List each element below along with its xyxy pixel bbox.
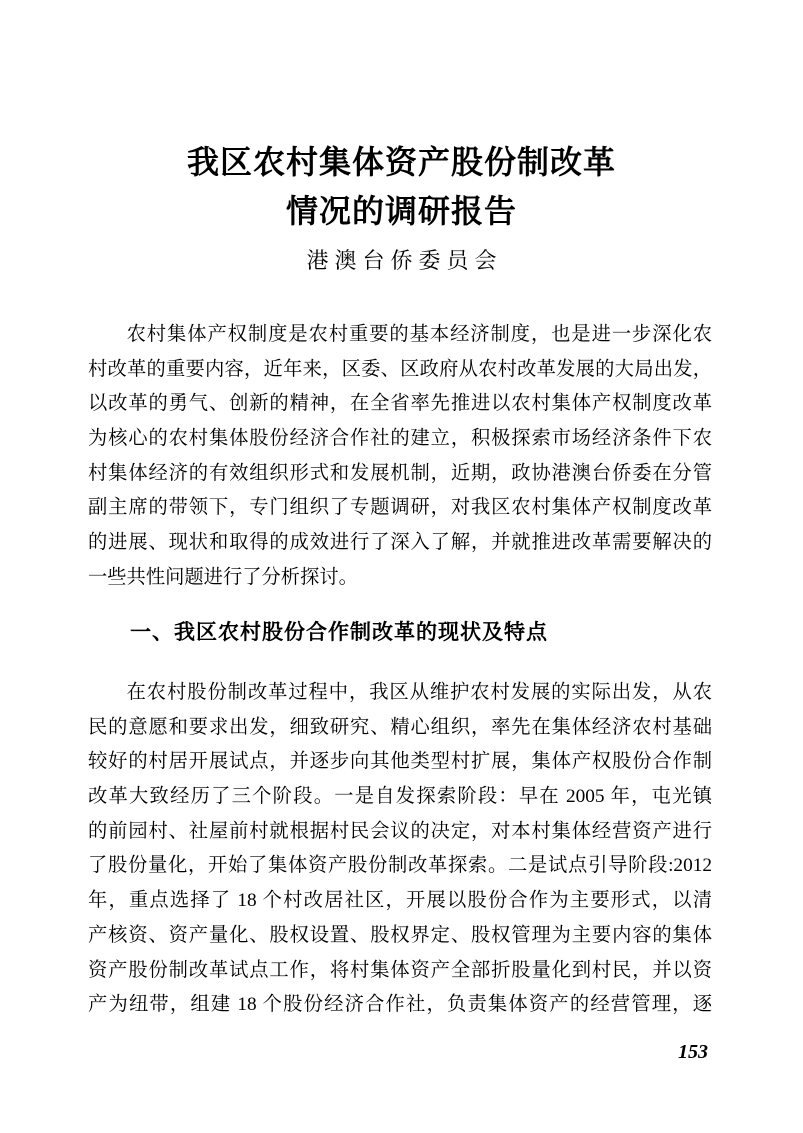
text-line: 民的意愿和要求出发，细致研究、精心组织，率先在集体经济农村基础	[88, 716, 712, 738]
text-line: 以改革的勇气、创新的精神，在全省率先推进以农村集体产权制度改革	[88, 393, 712, 415]
paragraph-section-1	[88, 676, 712, 1023]
text-line: 农村集体产权制度是农村重要的基本经济制度，也是进一步深化农	[126, 324, 712, 345]
page-number: 153	[678, 1041, 708, 1063]
text-line: 副主席的带领下，专门组织了专题调研，对我区农村集体产权制度改革	[88, 497, 712, 519]
paragraph-intro	[88, 318, 712, 596]
text-line: 为核心的农村集体股份经济合作社的建立，积极探索市场经济条件下农	[88, 428, 712, 450]
text-line: 了股份量化，开始了集体资产股份制改革探索。二是试点引导阶段:2012	[88, 855, 712, 877]
text-line: 产核资、资产量化、股权设置、股权界定、股权管理为主要内容的集体	[88, 924, 712, 946]
report-title-line-1: 我区农村集体资产股份制改革	[186, 144, 616, 180]
report-title-line-2: 情况的调研报告	[285, 193, 517, 229]
text-line: 在农村股份制改革过程中，我区从维护农村发展的实际出发，从农	[126, 682, 712, 703]
text-line: 年，重点选择了 18 个村改居社区，开展以股份合作为主要形式，以清	[88, 890, 712, 912]
text-line: 的进展、现状和取得的成效进行了深入了解，并就推进改革需要解决的	[88, 532, 712, 554]
section-1-heading: 一、我区农村股份合作制改革的现状及特点	[130, 621, 548, 644]
text-line: 资产股份制改革试点工作，将村集体资产全部折股量化到村民，并以资	[88, 959, 712, 981]
text-line: 村改革的重要内容，近年来，区委、区政府从农村改革发展的大局出发，	[88, 358, 712, 380]
text-line: 较好的村居开展试点，并逐步向其他类型村扩展，集体产权股份合作制	[88, 751, 712, 773]
text-line: 改革大致经历了三个阶段。一是自发探索阶段：早在 2005 年，屯光镇	[88, 786, 712, 808]
text-line: 一些共性问题进行了分析探讨。	[88, 566, 358, 588]
text-line: 村集体经济的有效组织形式和发展机制，近期，政协港澳台侨委在分管	[88, 462, 712, 484]
report-title	[0, 138, 803, 236]
text-line: 的前园村、社屋前村就根据村民会议的决定，对本村集体经营资产进行	[88, 820, 712, 842]
text-line: 产为纽带，组建 18 个股份经济合作社，负责集体资产的经营管理，逐	[88, 994, 712, 1016]
author-committee: 港澳台侨委员会	[306, 248, 503, 273]
